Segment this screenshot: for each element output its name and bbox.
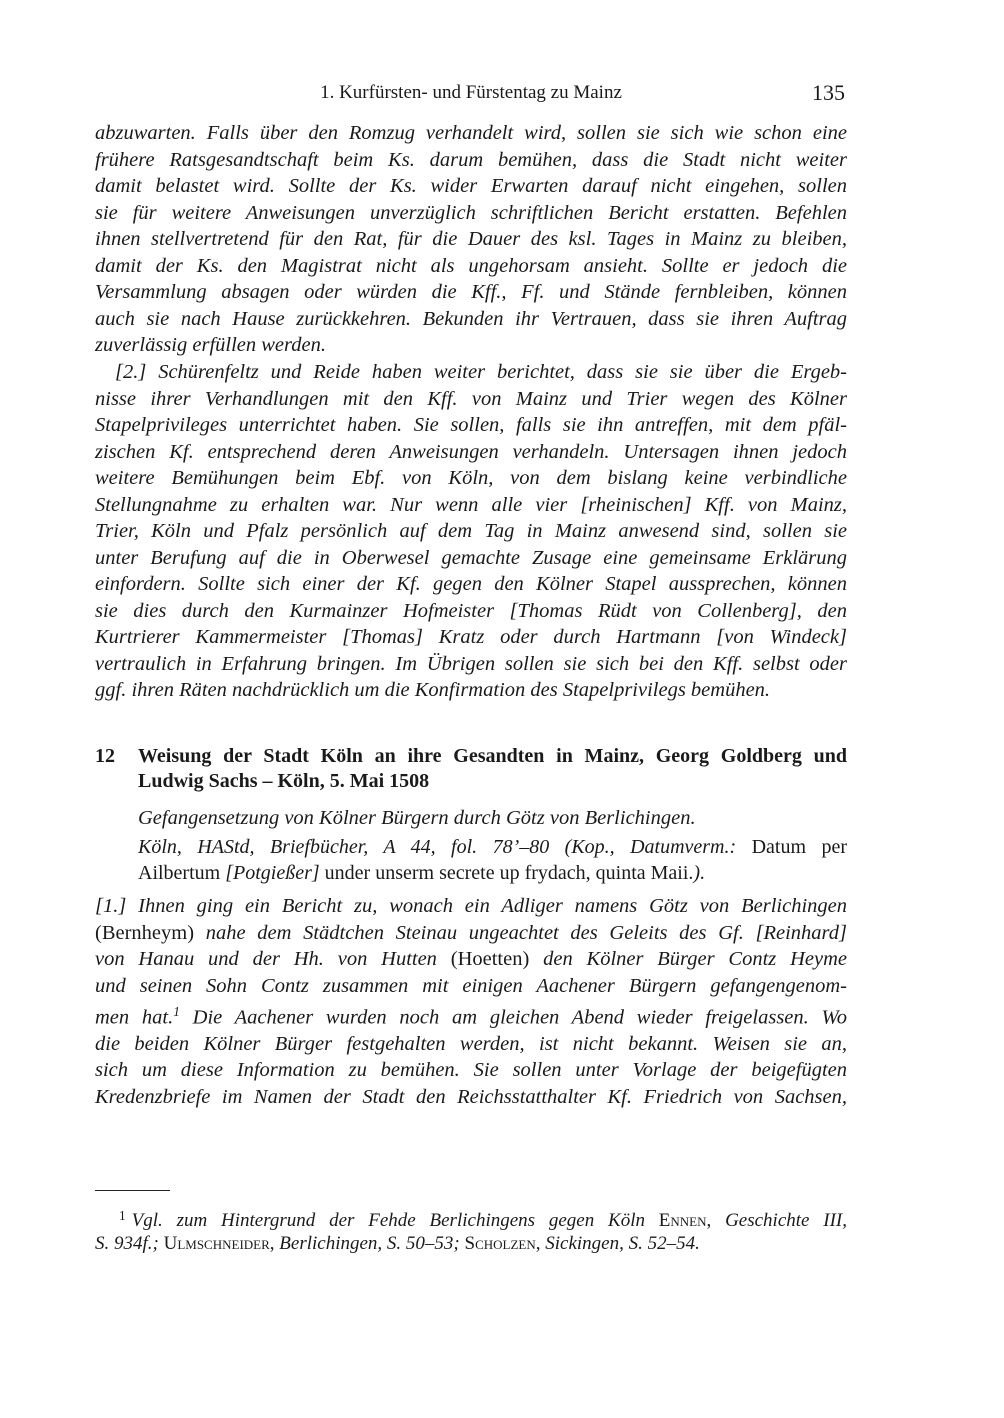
text-segment: Geschichte III, [725, 1209, 848, 1231]
text-segment: (Hoetten) [450, 948, 530, 970]
document-title-line: Weisung der Stadt Köln an ihre Gesandten in Mainz, Georg Goldberg und [138, 745, 847, 767]
text-segment: sie für weitere Anweisungen unverzüglich schriftlichen Bericht erstatten. Befehlen [95, 201, 847, 224]
text-segment: abzuwarten. Falls über den Romzug verhandelt wird, sollen sie sich wie schon eine [95, 122, 847, 144]
text-line [95, 1031, 847, 1058]
document-source [138, 834, 847, 886]
text-segment: die beiden Kölner Bürger festgehalten werden, ist nicht bekannt. Weisen sie an, [95, 1032, 847, 1055]
text-segment: weitere Bemühungen beim Ebf. von Köln, von dem bislang keine verbindliche [95, 467, 847, 489]
text-segment: zuverlässig erfüllen werden. [95, 334, 326, 356]
text-line [95, 279, 847, 306]
text-line [95, 439, 847, 466]
text-segment: [1.] Ihnen ging ein Bericht zu, wonach ein Adliger namens Götz von Berlichingen [95, 895, 847, 917]
text-segment: Kurtrierer Kammermeister [Thomas] Kratz oder durch Hartmann [von Windeck] [95, 626, 847, 648]
running-head-title: 1. Kurfürsten- und Fürstentag zu Mainz [320, 82, 622, 103]
paragraph-2 [95, 359, 847, 704]
text-segment: S. 934f.; [95, 1232, 159, 1254]
text-segment: unter Berufung auf die in Oberwesel gemachte Zusage eine gemeinsame Erklärung [95, 546, 847, 569]
text-segment: Vgl. zum Hintergrund der Fehde Berlichingens gegen Köln [131, 1209, 645, 1231]
footnote [95, 1204, 847, 1255]
text-segment: ggf. ihren Räten nachdrücklich um die Konfirmation des Stapelprivilegs bemühen. [95, 679, 771, 701]
text-segment: [2.] Schürenfeltz und Reide haben weiter berichtet, dass sie sie über die Ergeb- [115, 361, 847, 383]
text-segment: auch sie nach Hause zurückkehren. Bekunden ihr Vertrauen, dass sie ihren Auftrag [95, 307, 847, 330]
text-segment: frühere Ratsgesandtschaft beim Ks. darum bemühen, dass die Stadt nicht weiter [95, 148, 847, 171]
text-line [95, 120, 847, 147]
text-line [95, 999, 847, 1031]
text-line [95, 946, 847, 973]
text-line [95, 253, 847, 280]
text-line [95, 518, 847, 545]
text-line [95, 492, 847, 519]
text-line [95, 465, 847, 492]
text-line [95, 1084, 847, 1111]
page-number: 135 [812, 80, 845, 105]
text-segment: , [269, 1232, 280, 1254]
text-line [95, 893, 847, 920]
text-line [95, 306, 847, 333]
text-line [95, 332, 847, 359]
text-line [95, 651, 847, 678]
text-line [95, 386, 847, 413]
document-body [95, 893, 847, 1110]
text-segment: men hat. [95, 1006, 174, 1029]
document-number: 12 [95, 745, 115, 767]
text-line [95, 1232, 847, 1255]
text-line [95, 200, 847, 227]
text-segment: damit der Ks. den Magistrat nicht als ungehorsam ansieht. Sollte er jedoch die [95, 254, 847, 277]
text-segment: Ennen [644, 1209, 707, 1231]
text-segment: Ailbertum [138, 862, 226, 884]
text-segment: vertraulich in Erfahrung bringen. Im Übrigen sollen sie sich bei den Kff. selbst oder [95, 652, 847, 675]
text-segment: ihnen stellvertretend für den Rat, für die Dauer des ksl. Tages in Mainz zu bleiben, [95, 228, 847, 250]
text-segment: Kredenzbriefe im Namen der Stadt den Reichsstatthalter Kf. Friedrich von Sachsen, [95, 1085, 847, 1108]
text-segment: Trier, Köln und Pfalz persönlich auf dem Tag in Mainz anwesend sind, sollen sie [95, 520, 847, 542]
text-line [95, 920, 847, 947]
text-segment: Berlichingen, S. 50–53; [279, 1232, 460, 1254]
text-line [95, 571, 847, 598]
text-segment: Sickingen, S. 52–54. [545, 1232, 700, 1254]
text-line [95, 545, 847, 572]
text-segment: von Hanau und der Hh. von Hutten [95, 948, 451, 970]
text-line [95, 412, 847, 439]
text-segment: nahe dem Städtchen Steinau ungeachtet des Geleits des Gf. [Reinhard] [194, 921, 847, 944]
text-segment: Die Aachener wurden noch am gleichen Abend wieder freigelassen. Wo [179, 1006, 847, 1029]
text-segment: damit belastet wird. Sollte der Ks. wider Erwarten darauf nicht eingehen, sollen [95, 175, 847, 197]
footnote-marker: 1 [119, 1208, 126, 1223]
text-segment: Datum per [736, 836, 847, 858]
text-segment: einfordern. Sollte sich einer der Kf. gegen den Kölner Stapel aussprechen, können [95, 573, 847, 595]
text-segment: , [706, 1209, 726, 1231]
text-line [95, 1057, 847, 1084]
text-line [95, 624, 847, 651]
text-segment: Stapelprivileges unterrichtet haben. Sie sollen, falls sie ihn antreffen, mit dem pfäl- [95, 414, 847, 436]
text-segment: [Potgießer] [225, 862, 320, 884]
text-line [95, 1204, 847, 1232]
footnote-marker: 1 [173, 1004, 180, 1019]
text-segment: Scholzen [459, 1232, 536, 1254]
text-line [95, 973, 847, 1000]
paragraph-1 [95, 120, 847, 359]
text-segment: , [535, 1232, 546, 1254]
text-line [95, 677, 847, 704]
document-title-line: Ludwig Sachs – Köln, 5. Mai 1508 [138, 770, 430, 792]
text-segment: Stellungnahme zu erhalten war. Nur wenn alle vier [rheinischen] Kff. von Mainz, [95, 493, 847, 516]
text-line [95, 147, 847, 174]
text-segment: Ulmschneider [158, 1232, 270, 1254]
text-segment: Versammlung absagen oder würden die Kff., Ff. und Stände fernbleiben, können [95, 281, 847, 303]
text-line [138, 834, 847, 860]
text-segment: (Bernheym) [95, 921, 195, 944]
document-subtitle: Gefangensetzung von Kölner Bürgern durch Götz von Berlichingen. [138, 807, 696, 829]
text-line [95, 226, 847, 253]
text-segment: zischen Kf. entsprechend deren Anweisungen verhandeln. Untersagen ihnen jedoch [95, 440, 847, 463]
text-segment: sie dies durch den Kurmainzer Hofmeister [Thomas Rüdt von Collenberg], den [95, 599, 847, 622]
text-segment: ). [693, 862, 706, 884]
document-title [138, 744, 847, 794]
text-line [138, 860, 847, 886]
text-segment: under unserm secrete up frydach, quinta Maii. [319, 862, 694, 884]
text-segment: sich um diese Information zu bemühen. Sie sollen unter Vorlage der beigefügten [95, 1059, 847, 1082]
text-segment: Köln, HAStd, Briefbücher, A 44, fol. 78’–80 (Kop., Datumverm.: [138, 836, 737, 858]
text-line [95, 598, 847, 625]
text-line [95, 173, 847, 200]
text-segment: und seinen Sohn Contz zusammen mit einigen Aachener Bürgern gefangengenom- [95, 974, 847, 997]
footnote-rule [95, 1190, 170, 1191]
text-line [95, 359, 847, 386]
text-segment: den Kölner Bürger Contz Heyme [529, 948, 847, 970]
text-segment: nisse ihrer Verhandlungen mit den Kff. von Mainz und Trier wegen des Kölner [95, 387, 847, 410]
